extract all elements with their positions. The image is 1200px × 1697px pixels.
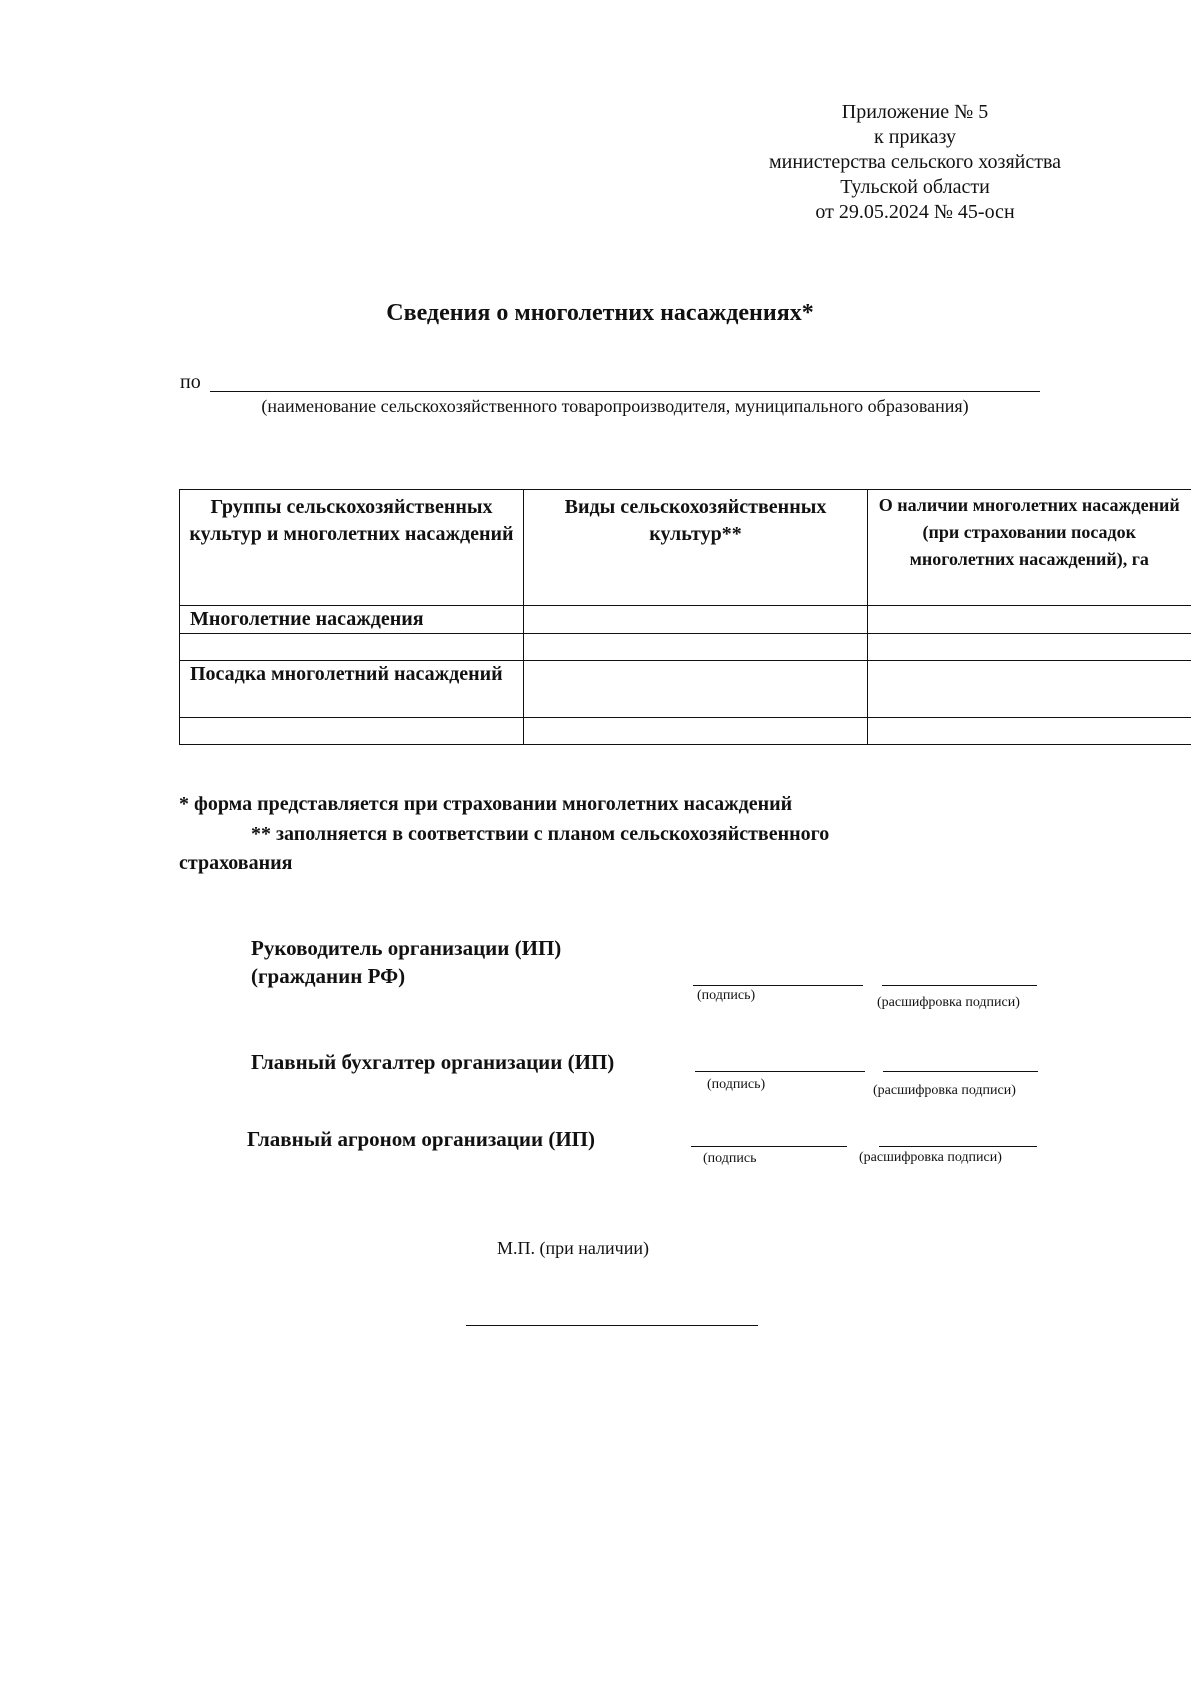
table-cell[interactable] <box>180 718 524 745</box>
appendix-order-ref: к приказу <box>874 126 956 148</box>
plantings-table <box>179 489 1191 745</box>
stamp-label: М.П. (при наличии) <box>497 1238 649 1258</box>
head-signature-caption: (подпись) <box>697 988 756 1003</box>
recipient-caption: (наименование сельскохозяйственного товаропроизводителя, муниципального образования) <box>261 396 969 416</box>
table-cell[interactable] <box>524 634 868 661</box>
table-cell: Посадка многолетний насаждений <box>180 661 524 718</box>
appendix-date: от 29.05.2024 № 45-осн <box>815 201 1015 223</box>
table-cell[interactable] <box>524 661 868 718</box>
agronomist-name-line[interactable] <box>879 1146 1037 1147</box>
table-header-row <box>180 490 1191 606</box>
footnote-2-cont: страхования <box>179 852 293 874</box>
recipient-input-line[interactable] <box>210 391 1040 392</box>
footnote-2: ** заполняется в соответствии с планом сельскохозяйственного <box>251 823 830 845</box>
appendix-region: Тульской области <box>840 176 990 198</box>
header-crop-types: Виды сельскохозяйственных культур** <box>524 490 868 606</box>
table-cell[interactable] <box>868 661 1191 718</box>
header-area: О наличии многолетних насаждений (при страховании посадок многолетних насаждений), га <box>868 490 1191 606</box>
page-title: Сведения о многолетних насаждениях* <box>386 300 814 326</box>
appendix-ministry: министерства сельского хозяйства <box>768 151 1062 173</box>
signatory-agronomist-label: Главный агроном организации (ИП) <box>247 1127 595 1151</box>
recipient-prefix: по <box>180 371 201 393</box>
header-groups: Группы сельскохозяйственных культур и многолетних насаждений <box>180 490 524 606</box>
accountant-name-caption: (расшифровка подписи) <box>873 1083 1016 1098</box>
signatory-head-sublabel: (гражданин РФ) <box>251 964 406 988</box>
accountant-signature-caption: (подпись) <box>707 1077 766 1092</box>
footnote-1: * форма представляется при страховании многолетних насаждений <box>179 793 793 815</box>
stamp-line <box>466 1325 758 1326</box>
agronomist-signature-caption: (подпись <box>703 1151 757 1166</box>
table-cell: Многолетние насаждения <box>180 606 524 634</box>
table-cell[interactable] <box>524 606 868 634</box>
head-name-line[interactable] <box>882 985 1037 986</box>
table-row <box>180 634 1191 661</box>
accountant-signature-line[interactable] <box>695 1071 865 1072</box>
accountant-name-line[interactable] <box>883 1071 1038 1072</box>
table-row <box>180 606 1191 634</box>
signatory-accountant-label: Главный бухгалтер организации (ИП) <box>251 1050 615 1074</box>
signatory-head-label: Руководитель организации (ИП) <box>251 936 562 960</box>
table-cell[interactable] <box>868 718 1191 745</box>
table-cell[interactable] <box>524 718 868 745</box>
table-cell[interactable] <box>868 634 1191 661</box>
table-row <box>180 718 1191 745</box>
table-cell[interactable] <box>180 634 524 661</box>
appendix-number: Приложение № 5 <box>841 101 989 123</box>
agronomist-name-caption: (расшифровка подписи) <box>859 1150 1002 1165</box>
appendix-header <box>700 100 1130 225</box>
agronomist-signature-line[interactable] <box>691 1146 847 1147</box>
head-signature-line[interactable] <box>693 985 863 986</box>
table-row <box>180 661 1191 718</box>
table-cell[interactable] <box>868 606 1191 634</box>
head-name-caption: (расшифровка подписи) <box>877 995 1020 1010</box>
